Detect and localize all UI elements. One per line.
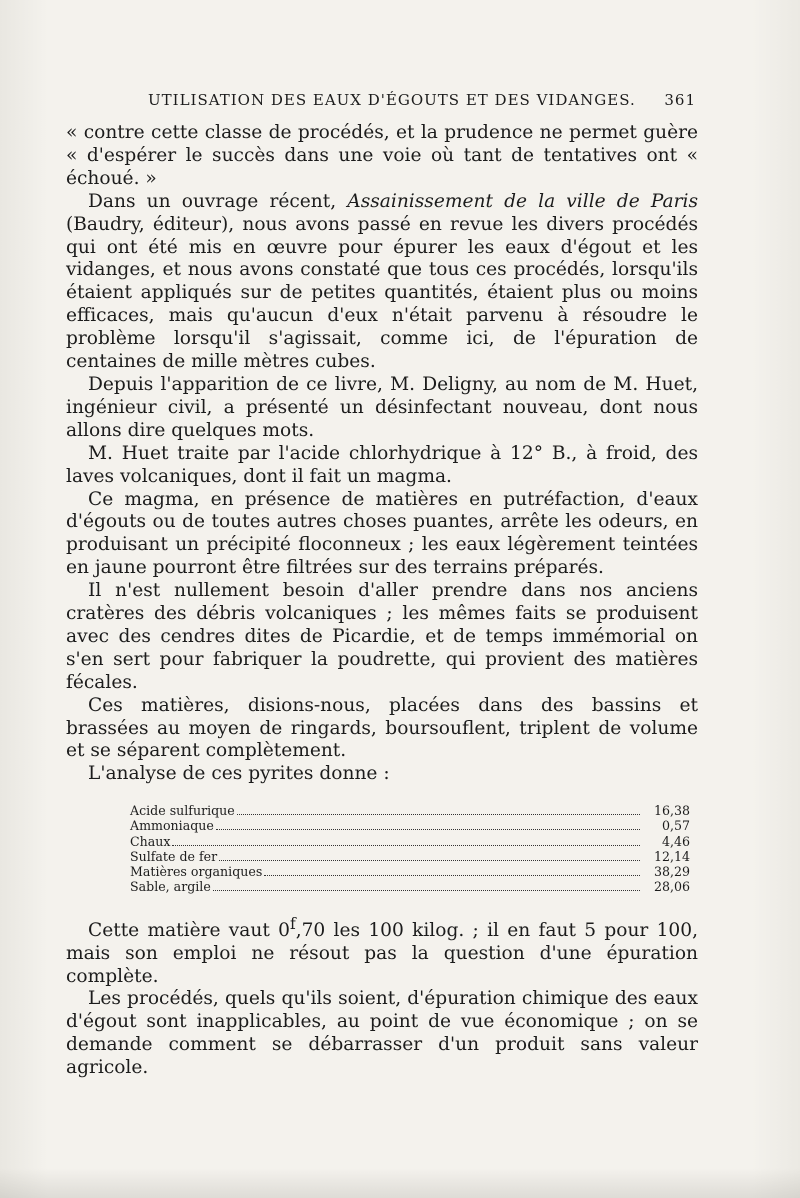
paragraph-quote-end: « contre cette classe de procédés, et la prudence ne permet guère « d'espérer le succès dans une voie où tant de tentatives ont « échoué. » xyxy=(66,122,698,189)
paragraph-ouvrage xyxy=(66,191,698,374)
analysis-table xyxy=(130,803,690,894)
paragraph-procedes: Les procédés, quels qu'ils soient, d'épuration chimique des eaux d'égout sont inapplicables, au point de vue économique ; on se demande comment se débarrasser d'un produit sans valeur agricole. xyxy=(66,988,698,1079)
table-row-value: 4,46 xyxy=(661,833,690,849)
table-row-value: 16,38 xyxy=(653,803,690,819)
dot-leader xyxy=(237,814,640,815)
paragraph-prix-end: ,70 les 100 kilog. ; il en faut 5 pour 100, mais son emploi ne résout pas la question d'une épuration complète. xyxy=(66,919,698,987)
table-row-value: 0,57 xyxy=(661,818,690,834)
table-row-value: 12,14 xyxy=(653,848,690,864)
table-row xyxy=(130,864,690,879)
page-bottom-shadow xyxy=(0,1168,800,1198)
table-row-label: Acide sulfurique xyxy=(130,803,235,819)
page-header xyxy=(148,91,696,115)
table-row xyxy=(130,849,690,864)
paragraph-ouvrage-end: (Baudry, éditeur), nous avons passé en revue les divers procédés qui ont été mis en œuvre pour épurer les eaux d'égout et les vidanges, et nous avons constaté que tous ces procédés, lorsqu'ils étaient appliqués sur de petites quantités, étaient plus ou moins efficaces, mais qu'aucun d'eux n'était parvenu à résoudre le problème lorsqu'il s'agissait, comme ici, de l'épuration de centaines de mille mètres cubes. xyxy=(66,213,698,373)
table-row-label: Chaux xyxy=(130,833,171,849)
paragraph-huet: M. Huet traite par l'acide chlorhydrique à 12° B., à froid, des laves volcaniques, dont il fait un magma. xyxy=(66,442,698,487)
dot-leader xyxy=(172,845,640,846)
paragraph-matieres: Ces matières, disions-nous, placées dans des bassins et brassées au moyen de ringards, boursouflent, triplent de volume et se séparent complètement. xyxy=(66,694,698,762)
paragraph-prix-start: Cette matière vaut 0 xyxy=(88,919,290,941)
paragraph-deligny: Depuis l'apparition de ce livre, M. Deligny, au nom de M. Huet, ingénieur civil, a présenté un désinfectant nouveau, dont nous allons dire quelques mots. xyxy=(66,373,698,441)
running-title: UTILISATION DES EAUX D'ÉGOUTS ET DES VIDANGES. xyxy=(148,91,636,109)
dot-leader xyxy=(219,860,640,861)
dot-leader xyxy=(216,829,640,830)
paragraph-crateres: Il n'est nullement besoin d'aller prendre dans nos anciens cratères des débris volcaniques ; les mêmes faits se produisent avec des cendres dites de Picardie, et de temps immémorial on s'en sert pour fabriquer la poudrette, qui provient des matières fécales. xyxy=(66,580,698,693)
franc-superscript: f xyxy=(289,914,296,933)
dot-leader xyxy=(213,890,640,891)
table-row-value: 38,29 xyxy=(653,864,690,880)
dot-leader xyxy=(264,875,640,876)
paragraph-analyse: L'analyse de ces pyrites donne : xyxy=(88,763,390,785)
body-text xyxy=(66,122,698,1080)
book-title: Assainissement de la ville de Paris xyxy=(347,190,698,212)
table-row-label: Sulfate de fer xyxy=(130,848,218,864)
table-row-label: Sable, argile xyxy=(130,879,211,895)
table-row-value: 28,06 xyxy=(653,879,690,895)
paragraph-magma: Ce magma, en présence de matières en putréfaction, d'eaux d'égouts ou de toutes autres choses puantes, arrête les odeurs, en produisant un précipité floconneux ; les eaux légèrement teintées en jaune pourront être filtrées sur des terrains préparés. xyxy=(66,488,698,579)
table-row-label: Ammoniaque xyxy=(130,818,214,834)
paragraph-ouvrage-start: Dans un ouvrage récent, xyxy=(88,190,348,212)
table-row xyxy=(130,834,690,849)
table-row xyxy=(130,879,690,894)
page-number: 361 xyxy=(664,91,696,109)
table-row xyxy=(130,818,690,833)
table-row xyxy=(130,803,690,818)
table-row-label: Matières organiques xyxy=(130,864,263,880)
paragraph-prix xyxy=(66,913,698,989)
